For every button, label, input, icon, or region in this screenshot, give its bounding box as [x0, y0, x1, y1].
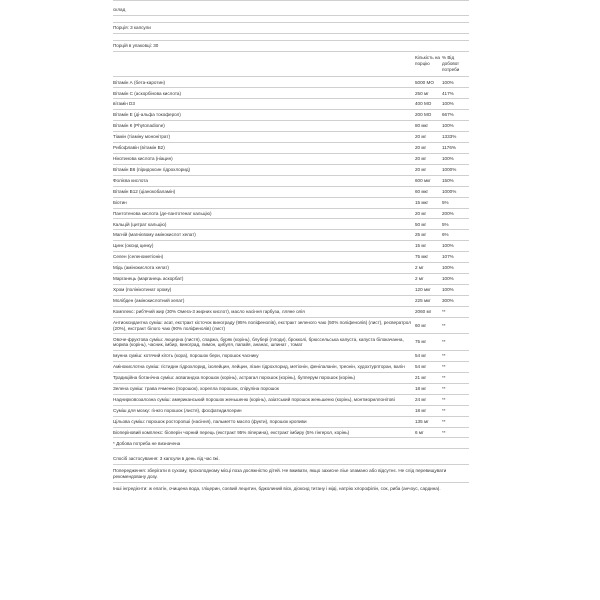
nutrient-name: Хром (полінікотинат хрому): [113, 287, 172, 293]
divider: [113, 16, 469, 23]
table-row: [113, 198, 469, 209]
nutrient-daily-value: 100%: [442, 123, 454, 129]
nutrient-amount: 18 мг: [415, 385, 427, 391]
nutrient-daily-value: 100%: [442, 79, 454, 85]
table-row: [113, 395, 469, 406]
nutrient-amount: 21 мг: [415, 375, 427, 381]
nutrient-name: Вітамін К (Phytonadione): [113, 123, 165, 129]
nutrient-amount: 2060 мг: [415, 308, 432, 314]
nutrient-daily-value: 100%: [442, 243, 454, 249]
nutrient-name: Рибофлавін (вітамін В2): [113, 145, 165, 151]
table-row: [113, 176, 469, 187]
warning-note: Попередження: зберігати в сухому, прохолодному місці поза досяжністю дітей. Не вживати, якщо захисне ліье зламано або відсутнє. Не слід перевищувати рекомендовану дозу.: [113, 465, 469, 483]
table-row: [113, 384, 469, 395]
nutrient-name: Традиційна ботанічна суміш: асвагандха порошок (корінь), астрагал порошок (корінь), бупперум порошок (корінь): [113, 375, 356, 381]
nutrient-name: Антиоксидантна суміш: асаї, екстракт кісточок винограду (95% поліфенолів), екстракт зеленого чаю (50% поліфенолів) (лист), ресвератрол (20%), екстракт білого чаю (90% поліфенолів) (лист): [113, 319, 411, 331]
table-row: [113, 296, 469, 307]
nutrient-name: Біоперіновий комплекс: біоперін чорний перець (екстракт 95% піперина), екстракт імбиру (5% гінгерол, корінь): [113, 429, 350, 435]
servings-per-container: Порцій в упаковці: 30: [113, 41, 469, 52]
nutrient-amount: 80 мкг: [415, 123, 429, 129]
nutrient-amount: 54 мг: [415, 364, 427, 370]
table-row: [113, 274, 469, 285]
serving-size: Порція: 3 капсули: [113, 23, 469, 34]
table-row: [113, 110, 469, 121]
table-header: [113, 52, 469, 78]
header-amount: Кількість на порцію: [415, 54, 440, 66]
nutrient-amount: 25 мг: [415, 232, 427, 238]
nutrient-amount: 15 мкг: [415, 199, 429, 205]
nutrient-name: Вітамін Е (ді-альфа токоферол): [113, 112, 181, 118]
nutrient-daily-value: **: [442, 418, 446, 424]
nutrient-amount: 18 мг: [415, 407, 427, 413]
table-row: [113, 252, 469, 263]
table-row: [113, 406, 469, 417]
nutrient-name: Магній (магнієвому амінокислот хелат): [113, 232, 196, 238]
nutrient-daily-value: **: [442, 339, 446, 345]
nutrient-amount: 75 мкг: [415, 254, 429, 260]
nutrient-amount: 50 мг: [415, 221, 427, 227]
nutrient-daily-value: **: [442, 322, 446, 328]
nutrient-amount: 60 мкг: [415, 188, 429, 194]
nutrient-name: Нікотинова кислота (ніацин): [113, 156, 173, 162]
nutrient-name: Зелена суміш: трава ячменю (порошок), хорелла порошок, спіруліна порошок: [113, 385, 279, 391]
nutrient-name: вітамін D3: [113, 101, 135, 107]
nutrient-amount: 60 мг: [415, 322, 427, 328]
nutrient-name: Овоче-фруктова суміш: люцерна (листя), спаржа, буряк (корінь), блубері (плоди), брокколі, брюссельська капуста, капуста білокачанна, морква (корінь), часник, імбир, виноград, лимон, цибуля, папайя, ананас, шпинат , томат: [113, 336, 404, 348]
nutrient-daily-value: 100%: [442, 276, 454, 282]
nutrient-name: Мідь (амінокислота хелат): [113, 265, 169, 271]
nutrient-daily-value: 107%: [442, 254, 454, 260]
nutrients-table: [113, 52, 469, 450]
nutrient-daily-value: 1000%: [442, 188, 457, 194]
table-row: [113, 307, 469, 318]
nutrient-name: Селен (селенометіонін): [113, 254, 164, 260]
nutrient-amount: 24 мг: [415, 396, 427, 402]
nutrient-daily-value: 5%: [442, 221, 449, 227]
table-row: [113, 428, 469, 439]
nutrient-name: Молібден (амінокислотний хелат): [113, 298, 185, 304]
nutrient-name: Суміш для мозку: гінкго порошок (листя), фосфатидилсерин: [113, 407, 242, 413]
nutrient-daily-value: **: [442, 396, 446, 402]
nutrient-amount: 5000 МО: [415, 79, 434, 85]
nutrient-amount: 20 мг: [415, 166, 427, 172]
nutrient-name: Імунна суміш: котячий кіготь (кора), порошок бери, порошок часнику: [113, 353, 259, 359]
nutrient-name: Марганець (марганець аскорбат): [113, 276, 184, 282]
table-row: [113, 285, 469, 296]
divider: [113, 34, 469, 41]
nutrient-amount: 200 МО: [415, 112, 432, 118]
usage-note: Спосіб застосування: 3 капсули в день під час їжі.: [113, 453, 469, 465]
table-row: [113, 263, 469, 274]
header-blank: [113, 55, 415, 73]
nutrient-amount: 2 мг: [415, 265, 424, 271]
nutrient-daily-value: 667%: [442, 112, 454, 118]
table-row: [113, 373, 469, 384]
table-row: [113, 165, 469, 176]
supplement-facts-panel: [113, 0, 469, 600]
nutrient-amount: 400 МО: [415, 101, 432, 107]
nutrient-name: Цинк (оксид цинку): [113, 243, 154, 249]
table-body: [113, 77, 469, 449]
nutrient-name: Наднирковозалозна суміш: американський порошок женьшеню (корінь), азіатський порошок женьшеню (корінь), монтмориллонітові: [113, 396, 395, 402]
table-row: [113, 143, 469, 154]
table-row: [113, 132, 469, 143]
table-row: [113, 241, 469, 252]
nutrient-amount: 75 мг: [415, 339, 427, 345]
nutrient-amount: 15 мг: [415, 243, 427, 249]
table-row: [113, 99, 469, 110]
nutrient-daily-value: **: [442, 353, 446, 359]
nutrient-name: Вітамін С (аскорбінова кислота): [113, 90, 181, 96]
nutrient-daily-value: 200%: [442, 210, 454, 216]
nutrient-name: Вітамін В6 (піридоксин гідрохлорид): [113, 166, 191, 172]
nutrient-name: Цільова суміш: порошок росторопші (насіння), пальметто масло (фукти), порошок кропиви: [113, 418, 307, 424]
nutrient-daily-value: 150%: [442, 177, 454, 183]
nutrient-amount: 6 мг: [415, 429, 424, 435]
nutrient-amount: 2 мг: [415, 276, 424, 282]
nutrient-name: Біотин: [113, 199, 127, 205]
nutrient-daily-value: **: [442, 385, 446, 391]
nutrient-name: Вітамін А (бета-каротин): [113, 79, 166, 85]
nutrient-daily-value: **: [442, 375, 446, 381]
nutrient-amount: 600 мкг: [415, 177, 431, 183]
nutrient-amount: 20 мг: [415, 134, 427, 140]
nutrient-daily-value: 1333%: [442, 134, 457, 140]
nutrient-daily-value: 100%: [442, 156, 454, 162]
nutrient-name: Амінокислотна суміш: гістидин гідрохлорид, ізолейцин, лейцин, лізин гідрохлорид, метіонін, фенілаланін, треонін, худохтурпторан, валін: [113, 364, 405, 370]
table-row: [113, 351, 469, 362]
nutrient-daily-value: 100%: [442, 265, 454, 271]
nutrient-amount: 250 мг: [415, 90, 429, 96]
nutrient-daily-value: **: [442, 364, 446, 370]
ingredients-note: Інші інгредієнти: ж елатін, очищена вода, гліцерин, соєвий лецитин, бджолиний віск, діоксид титану і міді, натрію хлорофілін, сок, риба (анчоус, сардина).: [113, 485, 441, 491]
nutrient-amount: 20 мг: [415, 210, 427, 216]
nutrient-amount: 135 мг: [415, 418, 429, 424]
nutrient-amount: 120 мкг: [415, 287, 431, 293]
nutrient-name: Вітамін В12 (ціанокобаламін): [113, 188, 176, 194]
header-daily-value: % Від добової потреби: [442, 54, 460, 72]
nutrient-daily-value: 1176%: [442, 145, 456, 151]
table-row: [113, 187, 469, 198]
table-row: [113, 318, 469, 335]
nutrient-amount: 54 мг: [415, 353, 427, 359]
table-row: [113, 121, 469, 132]
nutrient-daily-value: 417%: [442, 90, 454, 96]
table-row: [113, 230, 469, 241]
nutrient-daily-value: 300%: [442, 298, 454, 304]
nutrient-name: Тіамін (тіаміну мононітрат): [113, 134, 170, 140]
nutrient-amount: 225 мкг: [415, 298, 431, 304]
nutrient-daily-value: 100%: [442, 287, 454, 293]
nutrient-name: * Добова потреба не визначена: [113, 440, 181, 446]
table-row: [113, 334, 469, 351]
nutrient-daily-value: 100%: [442, 101, 454, 107]
table-row: [113, 417, 469, 428]
table-row: [113, 438, 469, 449]
nutrient-name: Комплекс: риб'ячий жир (30% Омега-3 жирних кислот), масло насіння гарбуза, лляне олія: [113, 308, 305, 314]
nutrient-name: Кальцій (цитрат кальцію): [113, 221, 167, 227]
table-row: [113, 209, 469, 220]
table-row: [113, 219, 469, 230]
nutrient-name: Фолієва кислота: [113, 177, 148, 183]
table-row: [113, 77, 469, 88]
notes: [113, 453, 469, 494]
table-row: [113, 362, 469, 373]
nutrient-daily-value: 1000%: [442, 166, 457, 172]
nutrient-daily-value: 5%: [442, 199, 449, 205]
nutrient-daily-value: 6%: [442, 232, 449, 238]
nutrient-amount: 20 мг: [415, 156, 427, 162]
nutrient-daily-value: **: [442, 429, 446, 435]
nutrient-daily-value: **: [442, 308, 446, 314]
table-row: [113, 154, 469, 165]
nutrient-daily-value: **: [442, 407, 446, 413]
section-heading: склад: [113, 0, 469, 16]
table-row: [113, 88, 469, 99]
nutrient-name: Пантотенова кислота (де-пантотенат кальцію): [113, 210, 212, 216]
nutrient-amount: 20 мг: [415, 145, 427, 151]
